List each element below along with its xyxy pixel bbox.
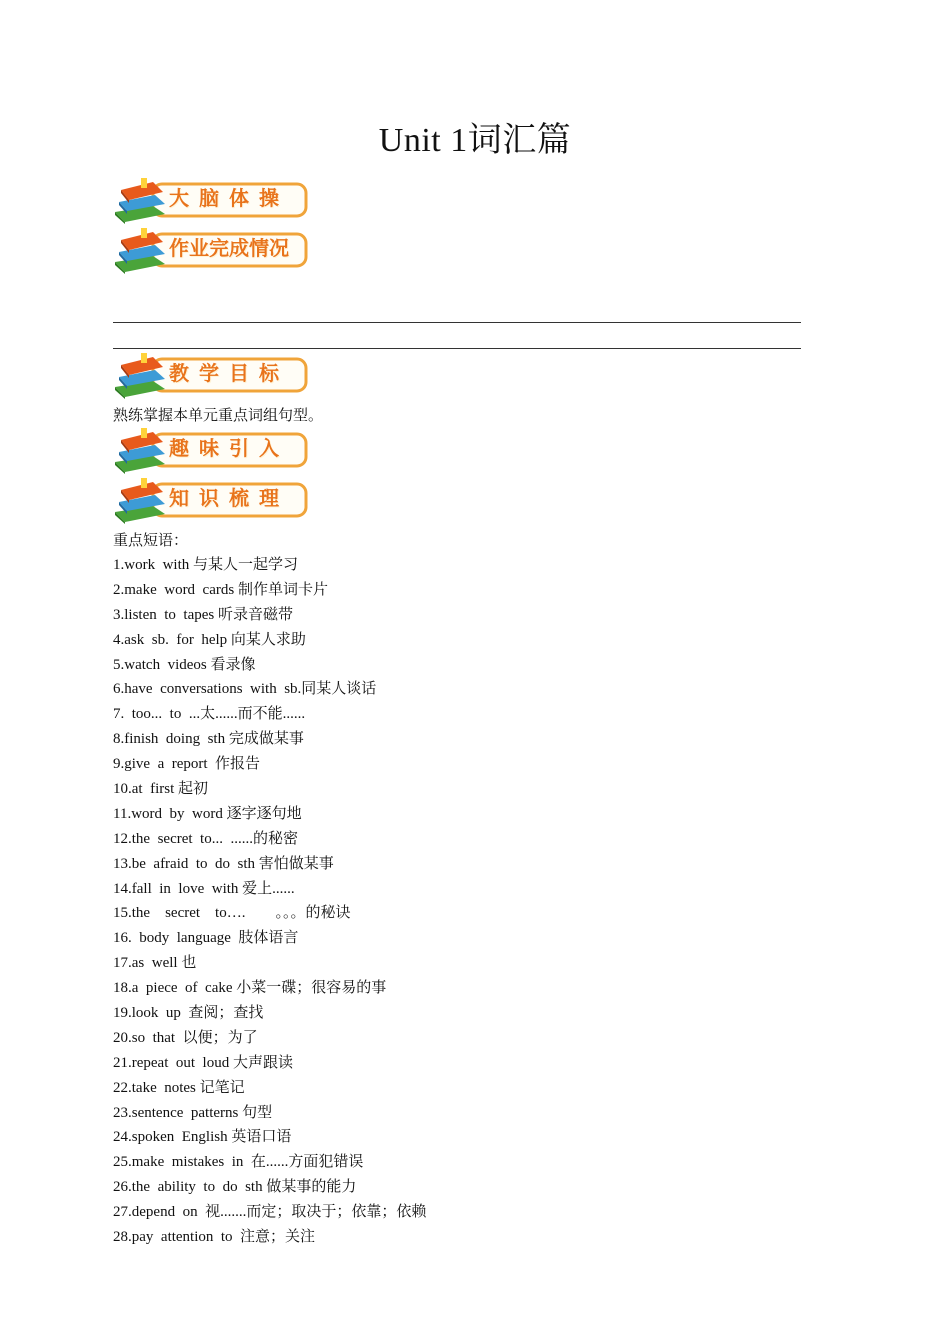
list-item: 15.the secret to…. 。。。的秘诀 [113, 905, 351, 922]
list-item: 6.have conversations with sb.同某人谈话 [113, 681, 377, 698]
list-item: 9.give a report 作报告 [113, 756, 261, 773]
list-item: 4.ask sb. for help 向某人求助 [113, 631, 306, 648]
page-title: Unit 1词汇篇 [378, 122, 572, 159]
list-item: 26.the ability to do sth 做某事的能力 [113, 1179, 357, 1196]
list-item: 25.make mistakes in 在......方面犯错误 [113, 1154, 364, 1171]
list-item: 17.as well 也 [113, 955, 197, 972]
list-item: 16. body language 肢体语言 [113, 930, 299, 947]
badge-fun-intro [113, 428, 309, 474]
list-item: 5.watch videos 看录像 [113, 656, 256, 673]
list-item: 21.repeat out loud 大声跟读 [113, 1054, 293, 1071]
list-item: 3.listen to tapes 听录音磁带 [113, 606, 293, 623]
list-item: 19.look up 查阅；查找 [113, 1005, 264, 1022]
list-item: 24.spoken English 英语口语 [113, 1129, 292, 1146]
badge-label: 作业完成情况 [169, 236, 289, 260]
phrase-list [113, 555, 426, 1252]
list-item: 13.be afraid to do sth 害怕做某事 [113, 855, 334, 872]
badge-label: 知识梳理 [169, 486, 289, 510]
answer-line [113, 348, 801, 349]
badge-label: 教学目标 [169, 361, 289, 385]
list-item: 7. too... to ...太......而不能...... [113, 706, 306, 723]
list-item: 18.a piece of cake 小菜一碟；很容易的事 [113, 980, 387, 997]
list-item: 2.make word cards 制作单词卡片 [113, 581, 328, 598]
list-item: 8.finish doing sth 完成做某事 [113, 731, 304, 748]
badge-homework-status [113, 228, 309, 274]
badge-brain-exercise [113, 178, 309, 224]
list-item: 11.word by word 逐字逐句地 [113, 805, 302, 822]
list-item: 20.so that 以便；为了 [113, 1029, 258, 1046]
badge-label: 趣味引入 [169, 436, 289, 460]
badge-knowledge-review [113, 478, 309, 524]
list-item: 23.sentence patterns 句型 [113, 1104, 273, 1121]
list-item: 27.depend on 视.......而定；取决于；依靠；依赖 [113, 1204, 427, 1221]
answer-line [113, 322, 801, 323]
badge-label: 大脑体操 [169, 186, 289, 210]
phrases-heading: 重点短语： [113, 533, 189, 549]
list-item: 12.the secret to... ......的秘密 [113, 830, 298, 847]
goal-text: 熟练掌握本单元重点词组句型。 [113, 408, 324, 424]
list-item: 10.at first 起初 [113, 781, 208, 798]
list-item: 1.work with 与某人一起学习 [113, 557, 298, 573]
list-item: 22.take notes 记笔记 [113, 1079, 245, 1096]
badge-teaching-goal [113, 353, 309, 399]
list-item: 14.fall in love with 爱上...... [113, 880, 295, 897]
list-item: 28.pay attention to 注意；关注 [113, 1229, 316, 1246]
